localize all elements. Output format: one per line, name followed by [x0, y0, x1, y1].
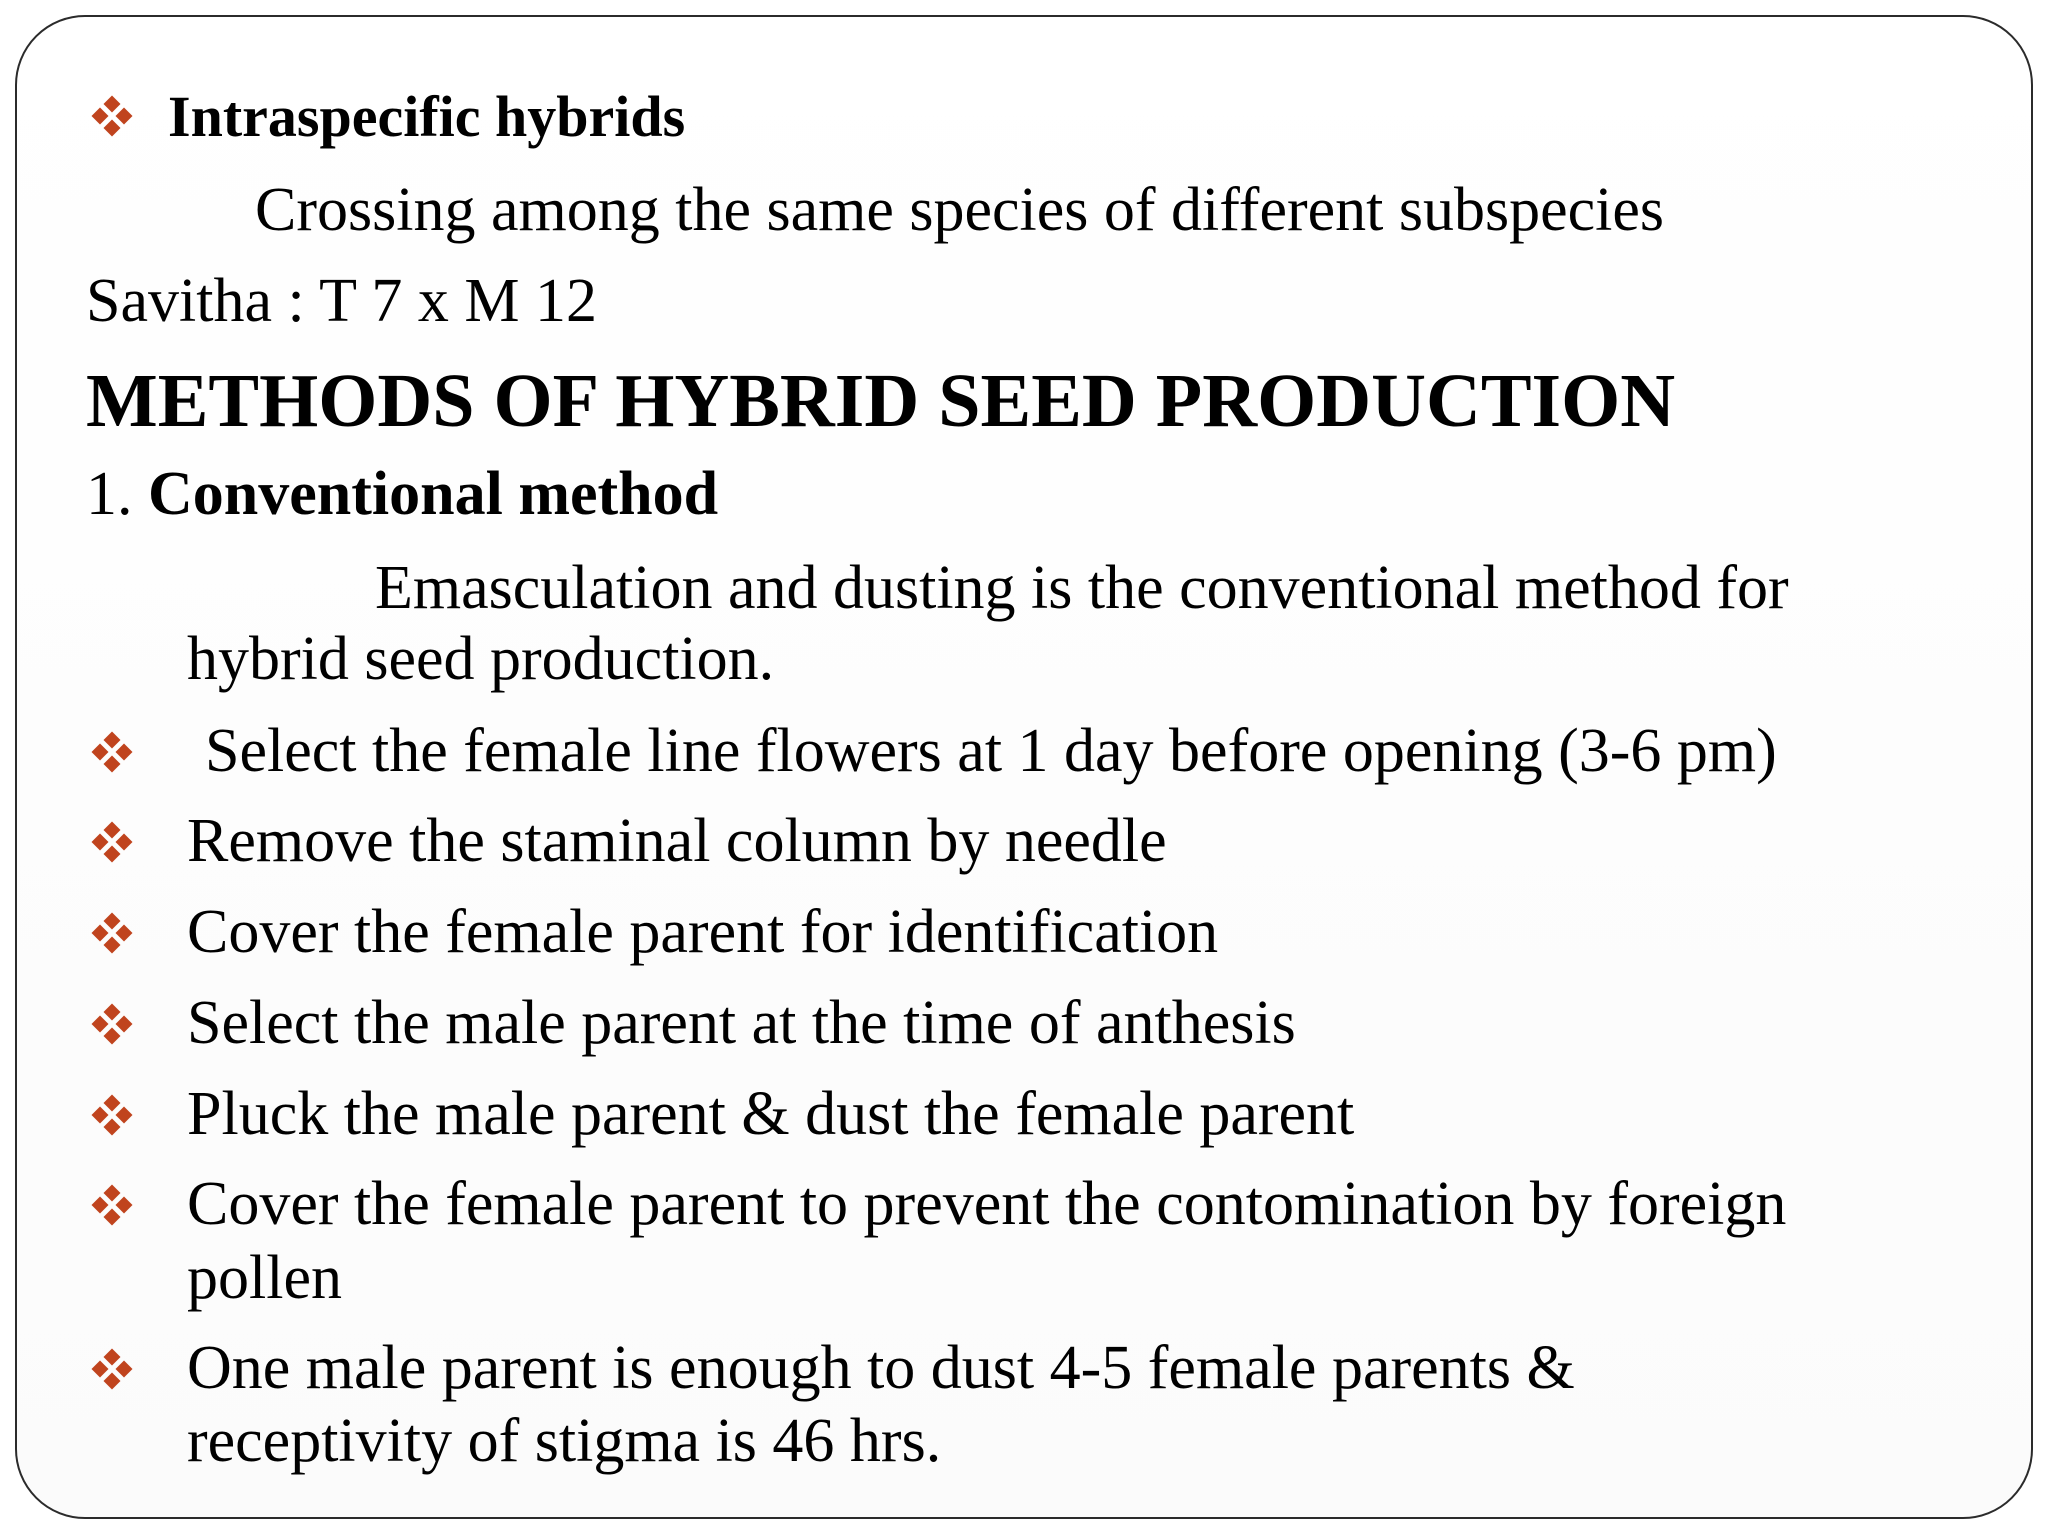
four-diamond-bullet-icon: [90, 911, 134, 955]
four-diamond-bullet-icon: [90, 1002, 134, 1046]
method-intro-line-1: Emasculation and dusting is the conventional method for: [375, 554, 1789, 622]
method-title: Conventional method: [148, 460, 719, 528]
step-1: Select the female line flowers at 1 day before opening (3-6 pm): [205, 717, 1777, 785]
four-diamond-bullet-icon: [90, 1347, 134, 1391]
method-intro-line-2: hybrid seed production.: [187, 625, 775, 693]
method-heading: [86, 460, 719, 528]
four-diamond-bullet-icon: [90, 820, 134, 864]
step-4: Select the male parent at the time of anthesis: [187, 989, 1296, 1057]
step-6-line-2: pollen: [187, 1244, 342, 1312]
step-3: Cover the female parent for identification: [187, 898, 1219, 966]
four-diamond-bullet-icon: [90, 94, 134, 138]
step-6-line-1: Cover the female parent to prevent the contomination by foreign: [187, 1170, 1787, 1238]
step-5: Pluck the male parent & dust the female parent: [187, 1080, 1355, 1148]
step-2: Remove the staminal column by needle: [187, 807, 1167, 875]
section-heading-intraspecific: Intraspecific hybrids: [168, 84, 686, 149]
intraspecific-description: Crossing among the same species of different subspecies: [255, 176, 1665, 244]
four-diamond-bullet-icon: [90, 1183, 134, 1227]
four-diamond-bullet-icon: [90, 1093, 134, 1137]
method-number: 1.: [86, 460, 133, 528]
four-diamond-bullet-icon: [90, 730, 134, 774]
intraspecific-example: Savitha : T 7 x M 12: [86, 267, 597, 335]
page-title: METHODS OF HYBRID SEED PRODUCTION: [86, 359, 1676, 443]
step-7-line-1: One male parent is enough to dust 4-5 female parents &: [187, 1334, 1575, 1402]
step-7-line-2: receptivity of stigma is 46 hrs.: [187, 1407, 942, 1475]
